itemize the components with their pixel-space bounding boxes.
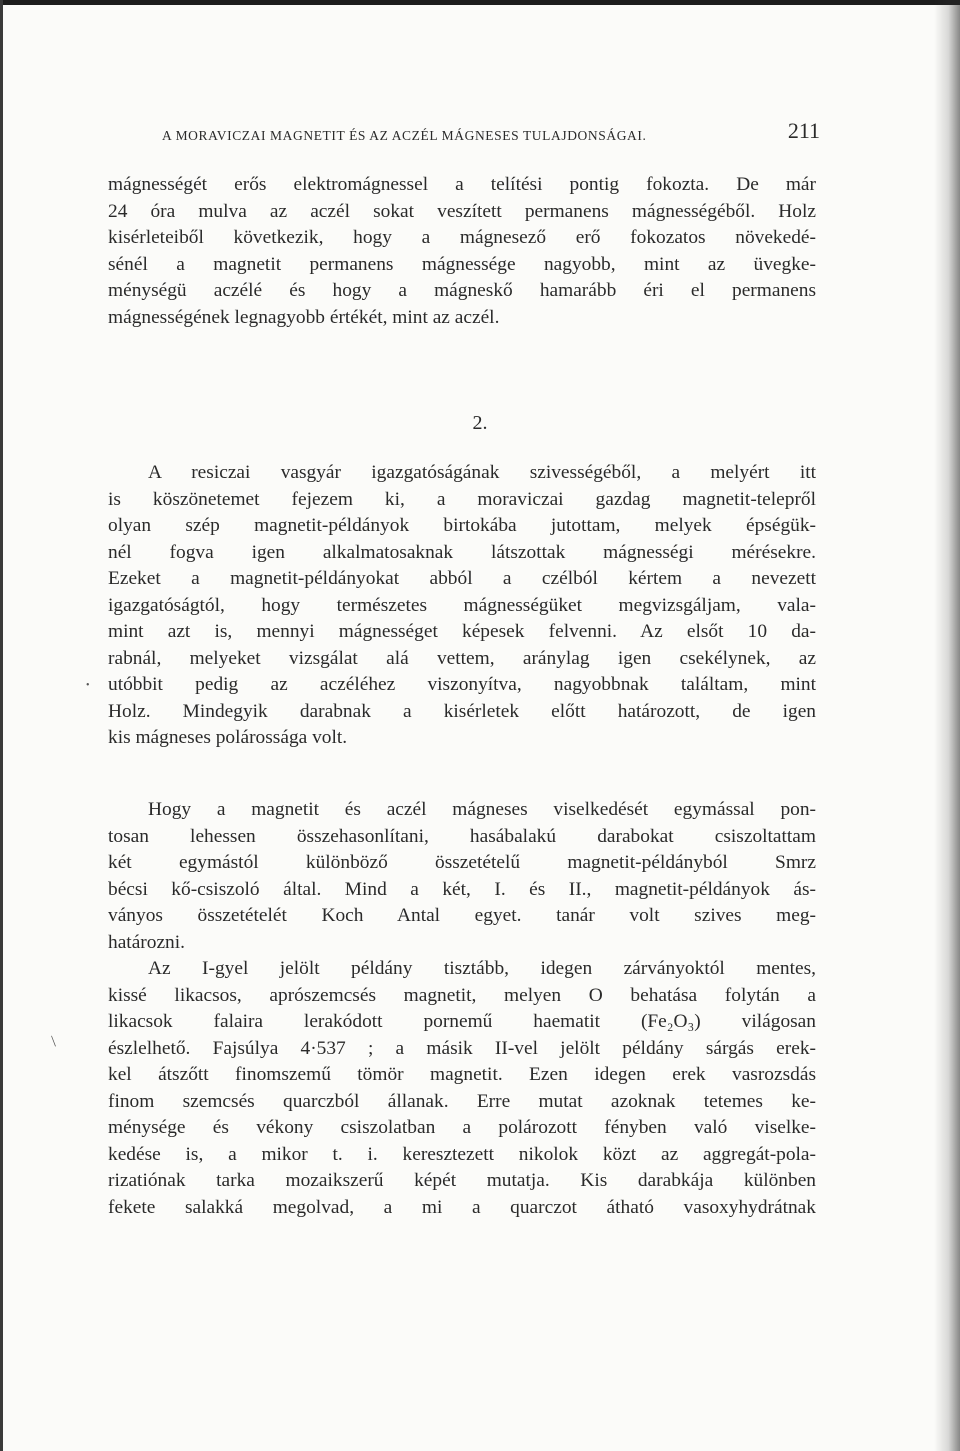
section-number: 2. [472,412,488,434]
text-line: Ezeket a magnetit-példányokat abból a czélból kértem a nevezett [108,568,816,589]
text-line: kissé likacsos, aprószemcsés magnetit, melyen O behatása folytán a [108,984,816,1006]
margin-pencil-mark: / [46,1033,62,1050]
margin-dot-mark: • [86,680,90,691]
text-line: ványos összetételét Koch Antal egyet. tanár volt szives meg- [108,905,816,926]
scan-left-edge [0,0,3,1451]
text-line: tosan lehessen összehasonlítani, hasábalakú darabokat csiszoltattam [108,825,816,847]
text-line: utóbbit pedig az aczéléhez viszonyítva, nagyobbnak találtam, mint [108,674,816,695]
scan-top-edge [0,0,960,5]
text-line: likacsok falaira lerakódott pornemű haematit (Fe₂O₃) világosan [108,1011,816,1032]
text-line: ménysége és vékony csiszolatban a polározott fényben való viselke- [108,1117,816,1138]
scan-right-edge-shadow [934,0,960,1451]
running-header-title: A MORAVICZAI MAGNETIT ÉS AZ ACZÉL MÁGNESES TULAJDONSÁGAI. [162,128,647,143]
text-line: sénél a magnetit permanens mágnessége nagyobb, mint az üvegke- [108,253,816,275]
paragraph-2 [108,460,816,752]
text-line: fekete salakká megolvad, a mi a quarczot átható vasoxyhydrátnak [108,1196,816,1218]
text-line: mágnességét erős elektromágnessel a telítési pontig fokozta. De már [108,174,816,195]
text-line: finom szemcsés quarczból állanak. Erre mutat azoknak tetemes ke- [108,1090,816,1112]
text-line: is köszönetemet fejezem ki, a moraviczai gazdag magnetit-telepről [108,488,816,510]
text-line: Az I-gyel jelölt példány tisztább, idegen zárványoktól mentes, [148,958,816,979]
text-line: bécsi kő-csiszoló által. Mind a két, I. és II., magnetit-példányok ás- [108,878,816,900]
text-line: kis mágneses polárossága volt. [108,727,348,748]
text-line: határozni. [108,931,185,953]
text-line: két egymástól különböző összetételű magnetit-példányból Smrz [108,852,816,873]
text-line: nél fogva igen alkalmatosaknak látszottak mágnességi mérésekre. [108,541,816,563]
text-line: Hogy a magnetit és aczél mágneses viselkedését egymással pon- [148,799,816,820]
text-line: mint azt is, mennyi mágnességet képesek felvenni. Az elsőt 10 da- [108,621,816,642]
text-line: észlelhető. Fajsúlya 4·537 ; a másik II-vel jelölt példány sárgás erek- [108,1037,816,1059]
text-line: kel átszőtt finomszemű tömör magnetit. Ezen idegen erek vasrozsdás [108,1064,816,1085]
text-line: ménységü aczélé és hogy a mágneskő hamarább éri el permanens [108,280,816,301]
page-number: 211 [787,118,820,143]
paragraph-3 [108,797,816,956]
paragraph-4 [108,956,816,1221]
text-line: Holz. Mindegyik darabnak a kisérletek előtt határozott, de igen [108,700,816,722]
text-line: kisérleteiből következik, hogy a mágnesező erő fokozatos növekedé- [108,227,816,248]
text-line: 24 óra mulva az aczél sokat veszített permanens mágnességéből. Holz [108,200,816,222]
text-line: mágnességének legnagyobb értékét, mint az aczél. [108,306,500,328]
running-header [162,118,820,154]
text-line: rizatiónak tarka mozaikszerű képét mutatja. Kis darabkája különben [108,1170,816,1191]
text-line: rabnál, melyeket vizsgálat alá vettem, aránylag igen csekélynek, az [108,647,816,669]
text-line: igazgatóságtól, hogy természetes mágnességüket megvizsgáljam, vala- [108,594,816,616]
text-line: olyan szép magnetit-példányok birtokába jutottam, melyek épségük- [108,515,816,536]
text-line: A resiczai vasgyár igazgatóságának szivességéből, a melyért itt [148,462,816,483]
paragraph-1 [108,172,816,331]
text-line: kedése is, a mikor t. i. keresztezett nikolok közt az aggregát-pola- [108,1143,816,1165]
